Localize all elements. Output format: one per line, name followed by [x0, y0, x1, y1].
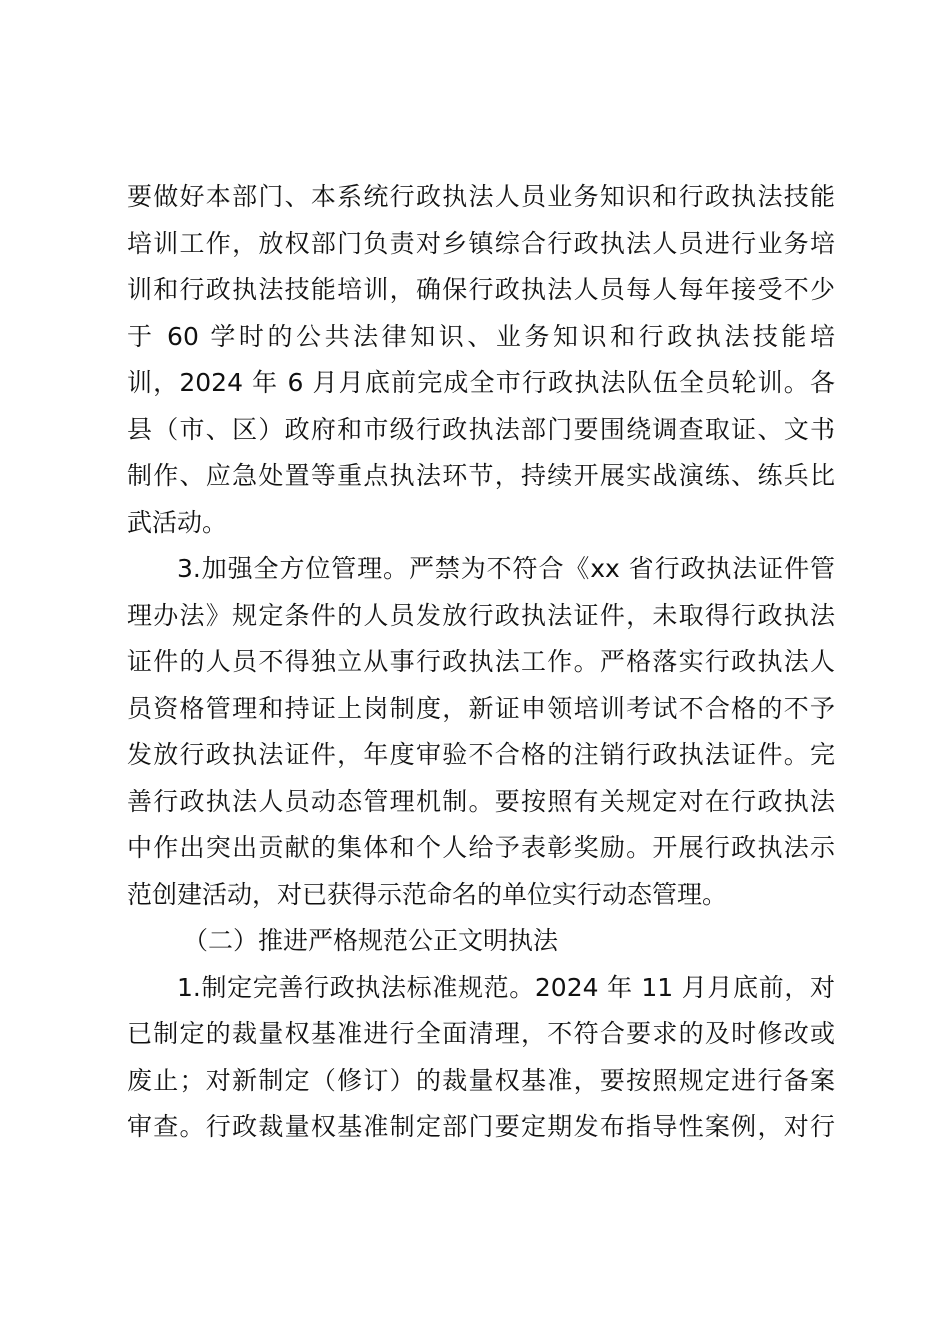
document-body: [127, 174, 835, 1151]
text-line: 培训工作，放权部门负责对乡镇综合行政执法人员进行业务培: [127, 228, 835, 258]
text-line: 训，2024 年 6 月月底前完成全市行政执法队伍全员轮训。各: [127, 368, 835, 397]
paragraph-heading-line: 3.加强全方位管理。严禁为不符合《xx 省行政执法证件管: [177, 554, 835, 583]
text-line: 发放行政执法证件，年度审验不合格的注销行政执法证件。完: [127, 740, 835, 769]
text-line: 中作出突出贡献的集体和个人给予表彰奖励。开展行政执法示: [127, 833, 835, 862]
text-line: 要做好本部门、本系统行政执法人员业务知识和行政执法技能: [127, 182, 835, 211]
text-line: 训和行政执法技能培训，确保行政执法人员每人每年接受不少: [127, 275, 835, 304]
text-line: 范创建活动，对已获得示范命名的单位实行动态管理。: [127, 879, 728, 909]
paragraph-heading-line: 1.制定完善行政执法标准规范。2024 年 11 月月底前，对: [177, 972, 835, 1002]
text-line: 善行政执法人员动态管理机制。要按照有关规定对在行政执法: [127, 786, 835, 816]
text-line: 制作、应急处置等重点执法环节，持续开展实战演练、练兵比: [127, 461, 835, 490]
section-heading: （二）推进严格规范公正文明执法: [183, 926, 559, 955]
text-line: 理办法》规定条件的人员发放行政执法证件，未取得行政执法: [127, 600, 835, 630]
text-line: 审查。行政裁量权基准制定部门要定期发布指导性案例，对行: [127, 1112, 835, 1141]
text-line: 已制定的裁量权基准进行全面清理，不符合要求的及时修改或: [127, 1019, 835, 1048]
text-line: 废止；对新制定（修订）的裁量权基准，要按照规定进行备案: [127, 1065, 835, 1095]
text-line: 员资格管理和持证上岗制度，新证申领培训考试不合格的不予: [127, 693, 835, 723]
text-line: 于 60 学时的公共法律知识、业务知识和行政执法技能培: [127, 321, 835, 351]
text-line: 武活动。: [127, 507, 228, 537]
text-line: 证件的人员不得独立从事行政执法工作。严格落实行政执法人: [127, 647, 835, 676]
text-line: 县（市、区）政府和市级行政执法部门要围绕调查取证、文书: [127, 414, 835, 444]
